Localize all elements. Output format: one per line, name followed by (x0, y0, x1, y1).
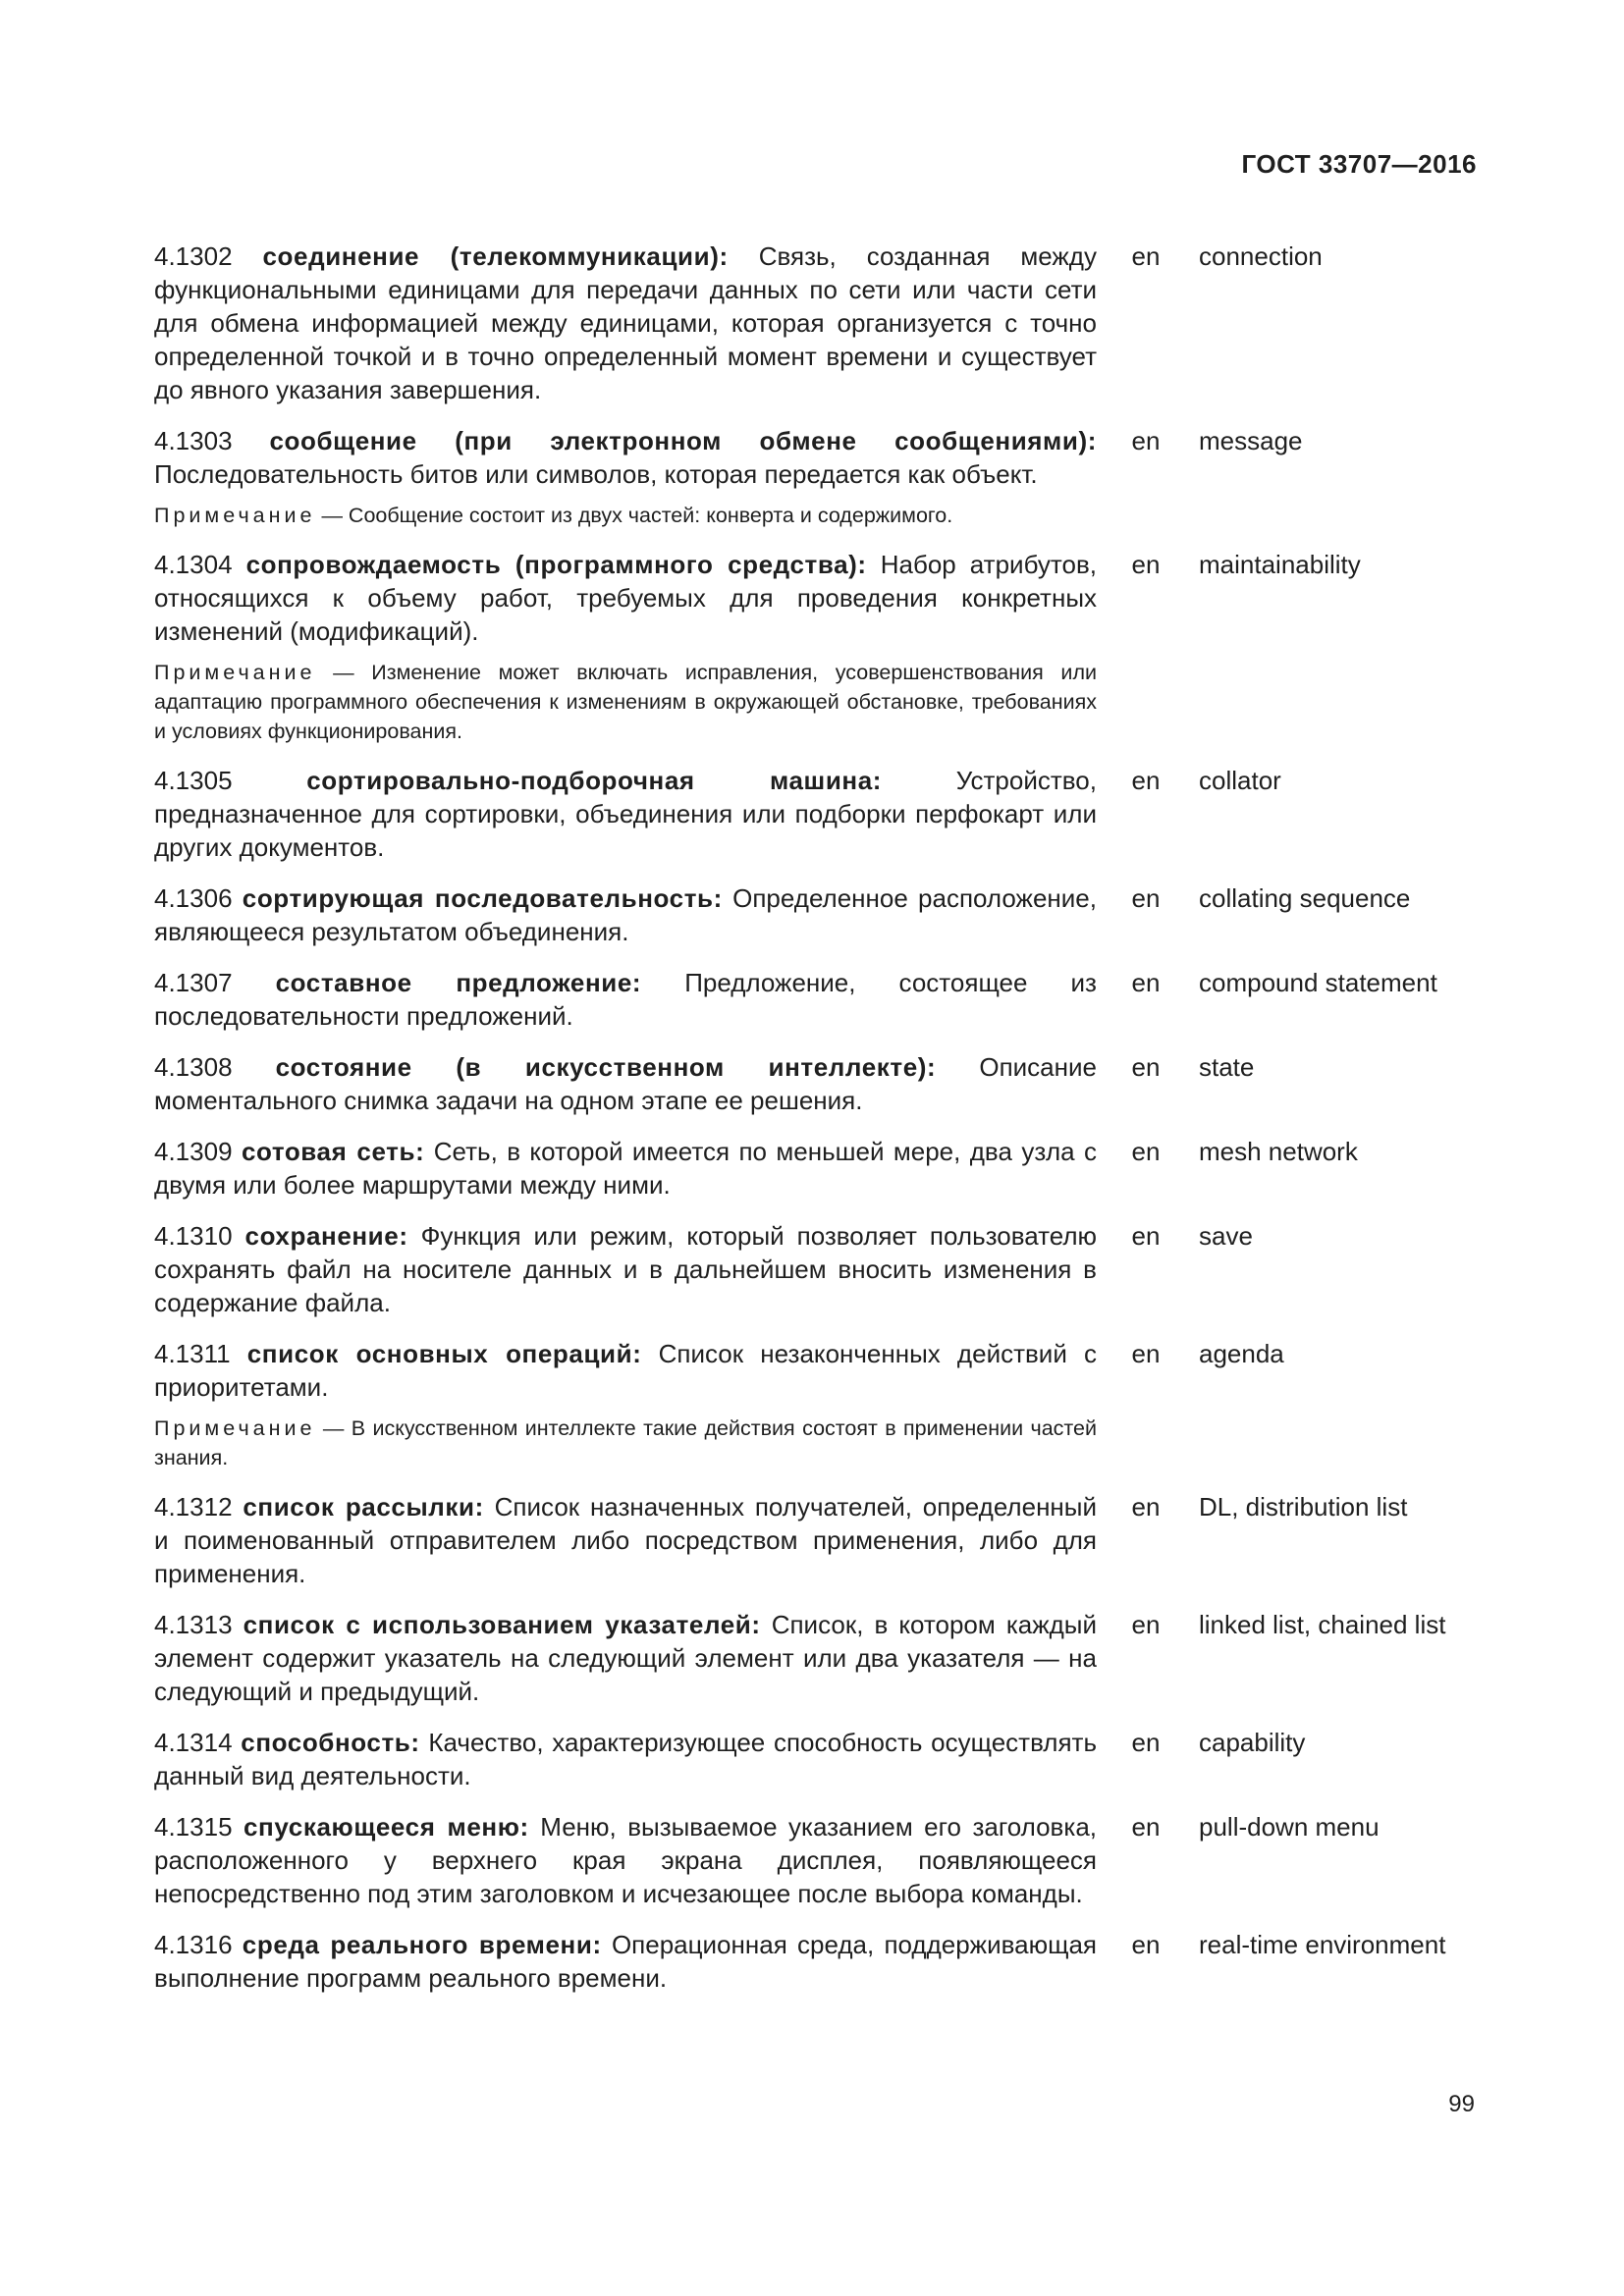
page-number: 99 (1448, 2091, 1475, 2117)
language-code: en (1131, 1812, 1161, 1842)
term-definition-paragraph (154, 1810, 1097, 1910)
term-name: соединение (телекоммуникации): (262, 241, 729, 271)
term-entry-body (154, 1928, 1097, 1995)
term-number: 4.1313 (154, 1610, 233, 1639)
term-number: 4.1311 (154, 1339, 231, 1368)
english-equivalent: collator (1199, 766, 1281, 795)
term-definition: Список незаконченных действий с приоритетами. (154, 1339, 1097, 1402)
term-name: сохранение: (244, 1221, 408, 1251)
term-definition-paragraph (154, 1135, 1097, 1201)
english-equivalent: linked list, chained list (1199, 1610, 1446, 1639)
term-definition: Устройство, предназначенное для сортировки, объединения или подборки перфокарт или других документов. (154, 766, 1097, 862)
term-definition: Определенное расположение, являющееся результатом объединения. (154, 883, 1097, 946)
term-definition-paragraph (154, 1726, 1097, 1792)
term-entry-body (154, 240, 1097, 406)
term-name: сотовая сеть: (241, 1137, 425, 1166)
english-equivalent: agenda (1199, 1339, 1284, 1368)
term-number: 4.1303 (154, 426, 233, 455)
term-definition: Список, в котором каждый элемент содержит указатель на следующий элемент или два указателя — на следующий и предыдущий. (154, 1610, 1097, 1706)
term-entry-body (154, 764, 1097, 864)
term-entry (154, 1810, 1480, 1910)
term-name: список с использованием указателей: (243, 1610, 761, 1639)
term-name: список основных операций: (246, 1339, 642, 1368)
language-code: en (1131, 766, 1161, 795)
term-name: сообщение (при электронном обмене сообщениями): (269, 426, 1097, 455)
term-definition: Качество, характеризующее способность осуществлять данный вид деятельности. (154, 1728, 1097, 1790)
term-entry-body (154, 1050, 1097, 1117)
english-equivalent: save (1199, 1221, 1253, 1251)
term-number: 4.1305 (154, 766, 233, 795)
english-equivalent: compound statement (1199, 968, 1437, 997)
term-definition: Набор атрибутов, относящихся к объему работ, требуемых для проведения конкретных изменений (модификаций). (154, 550, 1097, 646)
term-entry-body (154, 966, 1097, 1033)
term-definition: Список назначенных получателей, определенный и поименованный отправителем либо посредством применения, либо для применения. (154, 1492, 1097, 1588)
term-entry-body (154, 1135, 1097, 1201)
term-number: 4.1310 (154, 1221, 233, 1251)
term-number: 4.1304 (154, 550, 233, 579)
term-entry (154, 1928, 1480, 1995)
term-entry-body (154, 548, 1097, 746)
term-entry (154, 1135, 1480, 1201)
note-label: Примечание (154, 661, 316, 684)
term-name: сортирующая последовательность: (242, 883, 723, 913)
term-list (154, 240, 1480, 2012)
english-equivalent: collating sequence (1199, 883, 1411, 913)
term-number: 4.1316 (154, 1930, 233, 1959)
english-equivalent: mesh network (1199, 1137, 1358, 1166)
language-code: en (1131, 1610, 1161, 1639)
term-definition: Меню, вызываемое указанием его заголовка, расположенного у верхнего края экрана дисплея, появляющееся непосредственно под этим заголовком и исчезающее после выбора команды. (154, 1812, 1097, 1908)
term-entry (154, 1726, 1480, 1792)
term-entry-body (154, 1219, 1097, 1319)
term-definition: Функция или режим, который позволяет пользователю сохранять файл на носителе данных и в дальнейшем вносить изменения в содержание файла. (154, 1221, 1097, 1317)
term-definition: Последовательность битов или символов, которая передается как объект. (154, 459, 1038, 489)
language-code: en (1131, 1052, 1161, 1082)
term-name: состояние (в искусственном интеллекте): (275, 1052, 937, 1082)
term-entry (154, 1490, 1480, 1590)
term-number: 4.1306 (154, 883, 233, 913)
term-definition-paragraph (154, 1490, 1097, 1590)
term-entry (154, 548, 1480, 746)
term-name: способность: (241, 1728, 420, 1757)
term-definition-paragraph (154, 1337, 1097, 1404)
term-definition-paragraph (154, 1219, 1097, 1319)
term-definition: Описание моментального снимка задачи на одном этапе ее решения. (154, 1052, 1097, 1115)
term-definition: Связь, созданная между функциональными единицами для передачи данных по сети или части сети для обмена информацией между единицами, которая организуется с точно определенной точкой и в точно определенный момент времени и существует до явного указания завершения. (154, 241, 1097, 404)
term-entry (154, 966, 1480, 1033)
term-entry (154, 1337, 1480, 1472)
term-entry (154, 1219, 1480, 1319)
note-text: — Сообщение состоит из двух частей: конверта и содержимого. (321, 504, 953, 527)
term-definition-paragraph (154, 881, 1097, 948)
english-equivalent: state (1199, 1052, 1255, 1082)
term-name: список рассылки: (243, 1492, 484, 1522)
term-note (154, 1414, 1097, 1472)
term-entry-body (154, 424, 1097, 530)
term-entry (154, 240, 1480, 406)
term-definition: Предложение, состоящее из последовательности предложений. (154, 968, 1097, 1031)
term-entry (154, 424, 1480, 530)
term-entry (154, 1608, 1480, 1708)
term-name: спускающееся меню: (244, 1812, 529, 1842)
term-name: составное предложение: (275, 968, 642, 997)
term-name: среда реального времени: (242, 1930, 602, 1959)
english-equivalent: connection (1199, 241, 1323, 271)
term-definition-paragraph (154, 764, 1097, 864)
term-number: 4.1314 (154, 1728, 233, 1757)
note-label: Примечание (154, 1416, 316, 1440)
term-entry-body (154, 1810, 1097, 1910)
language-code: en (1131, 1492, 1161, 1522)
term-number: 4.1315 (154, 1812, 233, 1842)
term-entry-body (154, 1726, 1097, 1792)
language-code: en (1131, 426, 1161, 455)
term-name: сортировально-подборочная машина: (306, 766, 883, 795)
term-entry (154, 881, 1480, 948)
term-number: 4.1307 (154, 968, 233, 997)
term-definition-paragraph (154, 548, 1097, 648)
language-code: en (1131, 241, 1161, 271)
term-entry-body (154, 1608, 1097, 1708)
english-equivalent: maintainability (1199, 550, 1361, 579)
term-definition-paragraph (154, 240, 1097, 406)
term-note (154, 501, 1097, 530)
english-equivalent: message (1199, 426, 1303, 455)
language-code: en (1131, 1930, 1161, 1959)
term-definition-paragraph (154, 1928, 1097, 1995)
english-equivalent: capability (1199, 1728, 1306, 1757)
document-header: ГОСТ 33707—2016 (1241, 149, 1477, 179)
term-entry-body (154, 1490, 1097, 1590)
term-entry-body (154, 881, 1097, 948)
term-number: 4.1312 (154, 1492, 233, 1522)
language-code: en (1131, 883, 1161, 913)
term-definition: Операционная среда, поддерживающая выполнение программ реального времени. (154, 1930, 1097, 1993)
term-definition-paragraph (154, 966, 1097, 1033)
language-code: en (1131, 1339, 1161, 1368)
language-code: en (1131, 550, 1161, 579)
term-entry (154, 1050, 1480, 1117)
term-entry (154, 764, 1480, 864)
term-note (154, 658, 1097, 746)
term-number: 4.1309 (154, 1137, 233, 1166)
english-equivalent: real-time environment (1199, 1930, 1446, 1959)
term-definition: Сеть, в которой имеется по меньшей мере, два узла с двумя или более маршрутами между ними. (154, 1137, 1097, 1200)
note-text: — Изменение может включать исправления, усовершенствования или адаптацию программного обеспечения к изменениям в окружающей обстановке, требованиях и условиях функционирования. (154, 661, 1098, 743)
language-code: en (1131, 1137, 1161, 1166)
language-code: en (1131, 1221, 1161, 1251)
term-name: сопровождаемость (программного средства): (245, 550, 867, 579)
english-equivalent: pull-down menu (1199, 1812, 1380, 1842)
english-equivalent: DL, distribution list (1199, 1492, 1408, 1522)
language-code: en (1131, 968, 1161, 997)
term-number: 4.1308 (154, 1052, 233, 1082)
term-definition-paragraph (154, 1608, 1097, 1708)
term-definition-paragraph (154, 1050, 1097, 1117)
note-label: Примечание (154, 504, 316, 527)
language-code: en (1131, 1728, 1161, 1757)
term-definition-paragraph (154, 424, 1097, 491)
note-text: — В искусственном интеллекте такие действия состоят в применении частей знания. (154, 1416, 1097, 1469)
term-number: 4.1302 (154, 241, 233, 271)
term-entry-body (154, 1337, 1097, 1472)
